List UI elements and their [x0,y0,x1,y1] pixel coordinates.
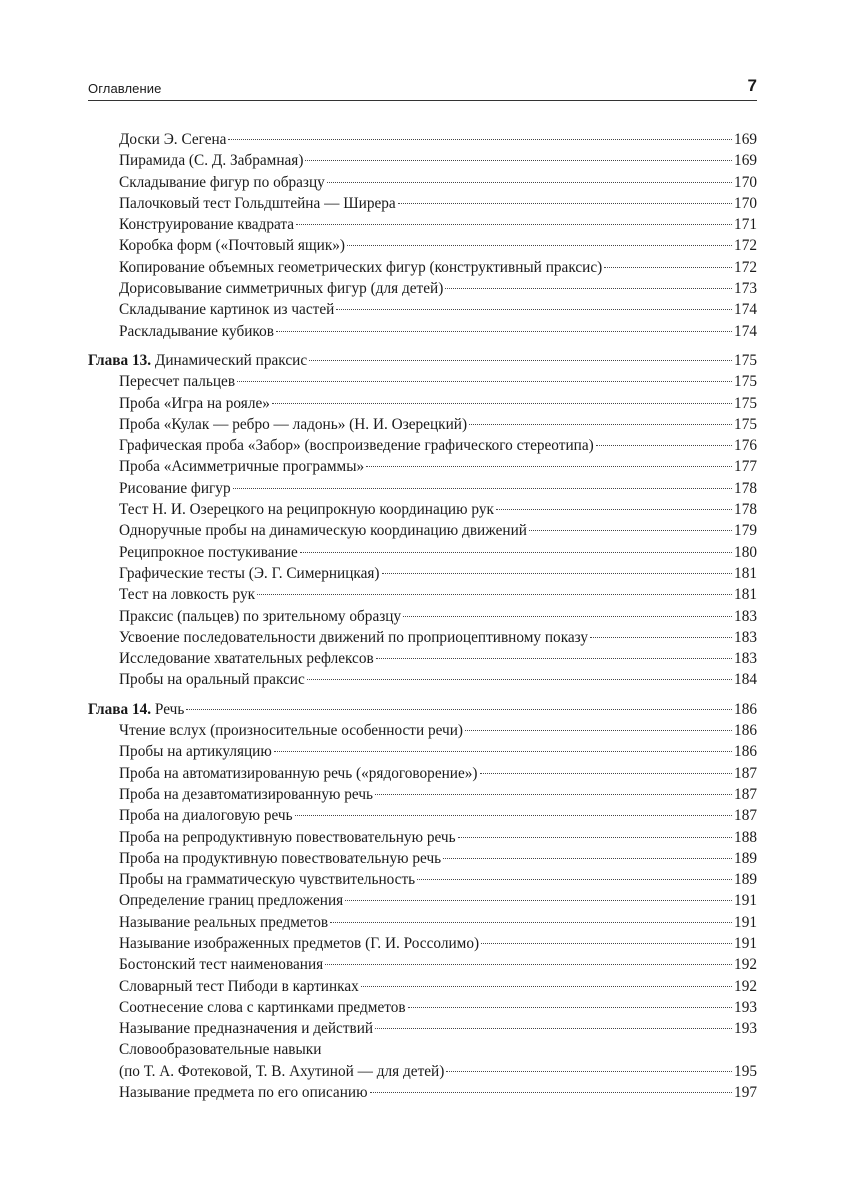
dot-leader [361,986,732,987]
toc-entry-title: Исследование хватательных рефлексов [119,650,374,668]
toc-entry-title: Проба «Кулак — ребро — ладонь» (Н. И. Озерецкий) [119,415,468,433]
toc-entry-page: 189 [734,849,757,867]
ch13-entries [88,371,757,690]
dot-leader [458,837,732,838]
toc-entry-title: Коробка форм («Почтовый ящик») [119,237,346,255]
dot-leader [296,224,732,225]
dot-leader [398,203,732,204]
toc-entry-title: Дорисовывание симметричных фигур (для детей) [119,280,444,298]
toc-entry-title: Копирование объемных геометрических фигур (конструктивный праксис) [119,258,603,276]
toc-entry-title: Раскладывание кубиков [119,322,274,340]
toc-entry-title: Пробы на оральный праксис [119,671,305,689]
toc-entry-title: Праксис (пальцев) по зрительному образцу [119,607,402,625]
chapter-label: Глава 14. [88,700,152,718]
toc-entry-title: Конструирование квадрата [119,216,295,234]
toc-entry-page: 183 [734,607,757,625]
dot-leader [376,658,732,659]
toc-entry-title: Чтение вслух (произносительные особенности речи) [119,722,463,740]
chapter-label: Глава 13. [88,351,152,369]
dot-leader [446,1071,732,1072]
toc-entry-page: 197 [734,1084,757,1102]
toc-entry-page: 183 [734,628,757,646]
dot-leader [257,594,732,595]
toc-entry-page: 169 [734,152,757,170]
toc-entry[interactable] [88,890,757,911]
dot-leader [228,139,732,140]
toc-entry[interactable] [88,435,757,456]
toc-entry-line2 [88,1061,757,1082]
toc-entry[interactable] [88,456,757,477]
dot-leader [596,445,732,446]
toc-entry-page: 183 [734,650,757,668]
toc-entry-title: Усвоение последовательности движений по проприоцептивному показу [119,628,589,646]
toc-entry-page: 192 [734,977,757,995]
toc-entry-page: 180 [734,543,757,561]
toc-entry[interactable] [88,371,757,392]
toc-entry[interactable] [88,414,757,435]
toc-entry-page: 178 [734,479,757,497]
dot-leader [347,245,732,246]
dot-leader [480,773,733,774]
toc-entry-page: 175 [734,373,757,391]
dot-leader [481,943,732,944]
toc-entry[interactable] [88,235,757,256]
toc-entry-page: 181 [734,586,757,604]
toc-entry-title: Графические тесты (Э. Г. Симерницкая) [119,564,380,582]
toc-entry-title: Проба на диалоговую речь [119,807,293,825]
toc-entry-page: 177 [734,458,757,476]
ch12-entries [88,129,757,342]
toc-entry-title: Графическая проба «Забор» (воспроизведение графического стереотипа) [119,437,594,455]
dot-leader [330,922,732,923]
dot-leader [403,616,732,617]
toc-entry-title-line2: (по Т. А. Фотековой, Т. В. Ахутиной — для детей) [119,1062,445,1080]
toc-entry[interactable] [88,848,757,869]
toc-entry[interactable] [88,669,757,690]
dot-leader [295,815,732,816]
dot-leader [375,794,732,795]
toc-entry-page: 175 [734,394,757,412]
toc-entry-page: 171 [734,216,757,234]
toc-entry-page: 188 [734,828,757,846]
toc-entry[interactable] [88,1018,757,1039]
toc-entry-page: 173 [734,280,757,298]
dot-leader [186,709,732,710]
toc-entry-title: Соотнесение слова с картинками предметов [119,998,406,1016]
toc-entry-title: Проба на продуктивную повествовательную речь [119,849,442,867]
toc-entry-page: 191 [734,913,757,931]
toc-entry-page: 179 [734,522,757,540]
toc-entry-title: Пробы на грамматическую чувствительность [119,871,416,889]
toc-entry-page: 172 [734,237,757,255]
dot-leader [604,267,732,268]
toc-entry[interactable] [88,193,757,214]
toc-entry-page: 187 [734,807,757,825]
toc-entry-title: Тест Н. И. Озерецкого на реципрокную координацию рук [119,501,494,519]
toc-entry-page: 187 [734,764,757,782]
toc-entry-page: 186 [734,743,757,761]
toc-entry-title: Рисование фигур [119,479,231,497]
toc-entry[interactable] [88,542,757,563]
dot-leader [307,679,732,680]
dot-leader [496,509,732,510]
dot-leader [417,879,732,880]
dot-leader [465,730,732,731]
toc-entry[interactable] [88,478,757,499]
toc-entry[interactable] [88,321,757,342]
toc-entry-page: 186 [734,722,757,740]
toc-entry[interactable] [88,499,757,520]
toc-entry-page: 193 [734,1020,757,1038]
toc-entry-title: Тест на ловкость рук [119,586,256,604]
dot-leader [590,637,732,638]
toc-entry[interactable] [88,763,757,784]
chapter-title [88,350,307,371]
toc-entry-page: 192 [734,956,757,974]
dot-leader [345,900,732,901]
toc-entry[interactable] [88,257,757,278]
toc-entry[interactable] [88,933,757,954]
dot-leader [529,530,732,531]
toc-entry-title: Определение границ предложения [119,892,344,910]
toc-entry[interactable] [88,172,757,193]
running-header [88,76,757,96]
dot-leader [336,309,732,310]
header-page-number: 7 [747,76,757,95]
dot-leader [327,182,732,183]
toc-entry-title: Проба на дезавтоматизированную речь [119,785,373,803]
dot-leader [370,1092,733,1093]
toc-entry[interactable] [88,648,757,669]
chapter-page: 186 [734,700,757,718]
toc-entry-title: Проба «Асимметричные программы» [119,458,365,476]
toc-entry-title: Палочковый тест Гольдштейна — Ширера [119,194,396,212]
ch14-entries [88,720,757,1103]
toc-entry-title: Реципрокное постукивание [119,543,298,561]
toc-entry[interactable] [88,150,757,171]
toc-entry-title: Называние изображенных предметов (Г. И. Россолимо) [119,934,480,952]
toc-entry-page: 175 [734,415,757,433]
toc-entry-title: Называние предмета по его описанию [119,1084,368,1102]
dot-leader [366,466,732,467]
toc-entry-title: Проба «Игра на рояле» [119,394,270,412]
header-title: Оглавление [88,81,162,96]
toc-entry[interactable] [88,997,757,1018]
toc-entry-title: Складывание картинок из частей [119,301,335,319]
chapter-13-heading[interactable] [88,350,757,371]
toc-entry-page: 174 [734,301,757,319]
toc-entry[interactable] [88,912,757,933]
toc-entry[interactable] [88,954,757,975]
toc-entry[interactable] [88,563,757,584]
toc-entry-title: Складывание фигур по образцу [119,173,325,191]
toc-entry-page: 184 [734,671,757,689]
chapter-name: Речь [154,700,185,718]
dot-leader [272,403,732,404]
toc-entry[interactable] [88,299,757,320]
toc-entry-page: 193 [734,998,757,1016]
toc-entry[interactable] [88,741,757,762]
toc-entry-title: Называние предназначения и действий [119,1020,374,1038]
dot-leader [445,288,732,289]
toc-entry-title: Пересчет пальцев [119,373,236,391]
toc-entry-page: 170 [734,173,757,191]
toc-entry-page: 169 [734,131,757,148]
toc-entry-page: 176 [734,437,757,455]
toc-entry-page: 181 [734,564,757,582]
toc-entry[interactable] [88,584,757,605]
toc-entry[interactable] [88,784,757,805]
table-of-contents [88,129,757,1103]
toc-entry[interactable] [88,869,757,890]
toc-entry-title: Одноручные пробы на динамическую координацию движений [119,522,527,540]
chapter-title [88,699,184,720]
dot-leader [309,360,732,361]
toc-entry-page: 174 [734,322,757,340]
dot-leader [237,381,732,382]
toc-entry-page: 195 [734,1062,757,1080]
toc-entry[interactable] [88,976,757,997]
toc-entry-title-line1: Словообразовательные навыки [119,1041,322,1059]
toc-entry-page: 191 [734,934,757,952]
toc-entry-page: 189 [734,871,757,889]
dot-leader [382,573,733,574]
dot-leader [375,1028,732,1029]
toc-entry[interactable] [88,520,757,541]
dot-leader [276,331,732,332]
toc-entry-title: Проба на автоматизированную речь («рядоговорение») [119,764,478,782]
toc-entry-title: Доски Э. Сегена [119,131,227,148]
dot-leader [300,552,732,553]
toc-entry[interactable] [88,129,757,150]
dot-leader [325,964,732,965]
toc-entry-page: 170 [734,194,757,212]
toc-entry-multiline[interactable] [88,1039,757,1082]
dot-leader [274,751,732,752]
chapter-14-heading[interactable] [88,699,757,720]
toc-entry-page: 191 [734,892,757,910]
dot-leader [408,1007,732,1008]
toc-entry[interactable] [88,606,757,627]
toc-entry[interactable] [88,393,757,414]
chapter-page: 175 [734,351,757,369]
dot-leader [233,488,732,489]
toc-entry[interactable] [88,720,757,741]
toc-entry[interactable] [88,1082,757,1103]
dot-leader [469,424,732,425]
toc-entry-title: Называние реальных предметов [119,913,329,931]
toc-entry-title: Бостонский тест наименования [119,956,324,974]
chapter-name: Динамический праксис [154,351,308,369]
dot-leader [443,858,732,859]
toc-entry-page: 172 [734,258,757,276]
header-divider [88,100,757,101]
toc-entry-title: Пирамида (С. Д. Забрамная) [119,152,304,170]
toc-entry-title: Проба на репродуктивную повествовательную речь [119,828,456,846]
toc-entry[interactable] [88,214,757,235]
toc-entry-title: Словарный тест Пибоди в картинках [119,977,359,995]
toc-entry-page: 178 [734,501,757,519]
toc-entry[interactable] [88,278,757,299]
toc-entry[interactable] [88,627,757,648]
toc-entry-title: Пробы на артикуляцию [119,743,272,761]
toc-entry[interactable] [88,805,757,826]
dot-leader [305,160,732,161]
toc-entry[interactable] [88,827,757,848]
toc-entry-page: 187 [734,785,757,803]
